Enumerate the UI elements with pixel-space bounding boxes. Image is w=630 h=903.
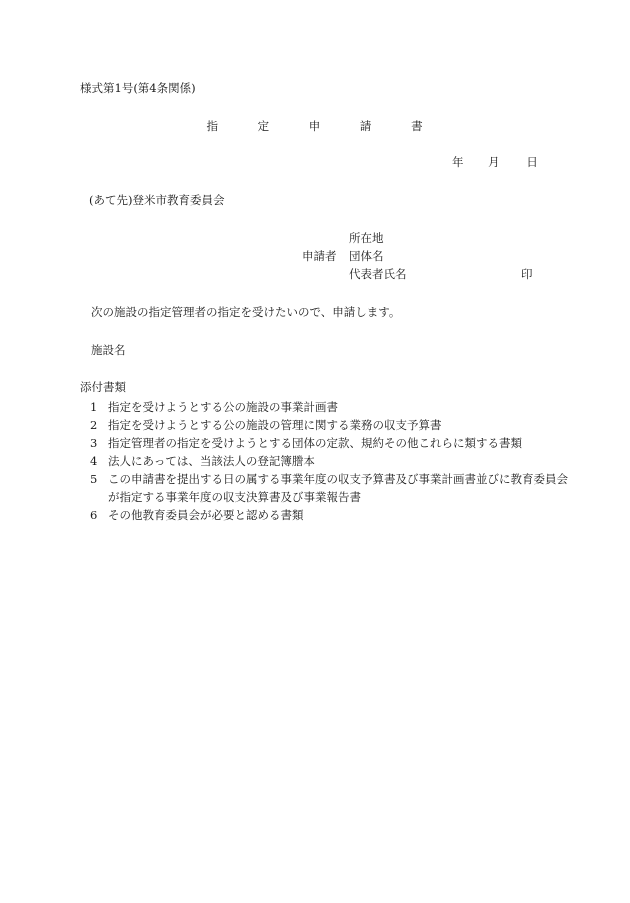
attachment-text: 指定を受けようとする公の施設の事業計画書 bbox=[108, 400, 338, 414]
form-number: 様式第1号(第4条関係) bbox=[80, 81, 196, 95]
title-char: 定 bbox=[257, 119, 271, 133]
attachment-item bbox=[90, 434, 568, 452]
attachment-text: この申請書を提出する日の属する事業年度の収支予算書及び事業計画書並びに教育委員会が指定する事業年度の収支決算書及び事業報告書 bbox=[108, 472, 568, 504]
attachments-title: 添付書類 bbox=[80, 380, 126, 394]
attachment-item bbox=[90, 452, 568, 470]
date-line bbox=[452, 155, 538, 169]
attachment-text: その他教育委員会が必要と認める書類 bbox=[108, 508, 304, 522]
title-char: 申 bbox=[308, 119, 322, 133]
attachments-list bbox=[90, 398, 568, 524]
seal-mark: 印 bbox=[521, 267, 533, 281]
attachment-number: 5 bbox=[90, 472, 98, 486]
attachment-number: 1 bbox=[90, 400, 98, 414]
attachment-number: 4 bbox=[90, 454, 98, 468]
attachment-item bbox=[90, 416, 568, 434]
document-title bbox=[0, 119, 630, 133]
applicant-address-label: 所在地 bbox=[349, 231, 384, 245]
attachment-item bbox=[90, 506, 568, 524]
date-day: 日 bbox=[526, 155, 538, 169]
applicant-representative-label: 代表者氏名 bbox=[349, 267, 407, 281]
attachment-number: 2 bbox=[90, 418, 98, 432]
attachment-text: 法人にあっては、当該法人の登記簿謄本 bbox=[108, 454, 315, 468]
date-year: 年 bbox=[452, 155, 464, 169]
title-char: 書 bbox=[411, 119, 424, 133]
application-statement: 次の施設の指定管理者の指定を受けたいので、申請します。 bbox=[91, 305, 401, 319]
attachment-item bbox=[90, 398, 568, 416]
date-month: 月 bbox=[488, 155, 500, 169]
title-char: 請 bbox=[359, 119, 373, 133]
attachment-text: 指定管理者の指定を受けようとする団体の定款、規約その他これらに類する書類 bbox=[108, 436, 522, 450]
attachment-number: 3 bbox=[90, 436, 98, 450]
attachment-item bbox=[90, 470, 568, 506]
facility-name-label: 施設名 bbox=[91, 343, 126, 357]
applicant-org-label: 団体名 bbox=[349, 249, 384, 263]
title-char: 指 bbox=[206, 119, 219, 133]
applicant-label: 申請者 bbox=[302, 249, 337, 263]
addressee: (あて先)登米市教育委員会 bbox=[89, 193, 225, 207]
attachment-text: 指定を受けようとする公の施設の管理に関する業務の収支予算書 bbox=[108, 418, 442, 432]
attachment-number: 6 bbox=[90, 508, 98, 522]
